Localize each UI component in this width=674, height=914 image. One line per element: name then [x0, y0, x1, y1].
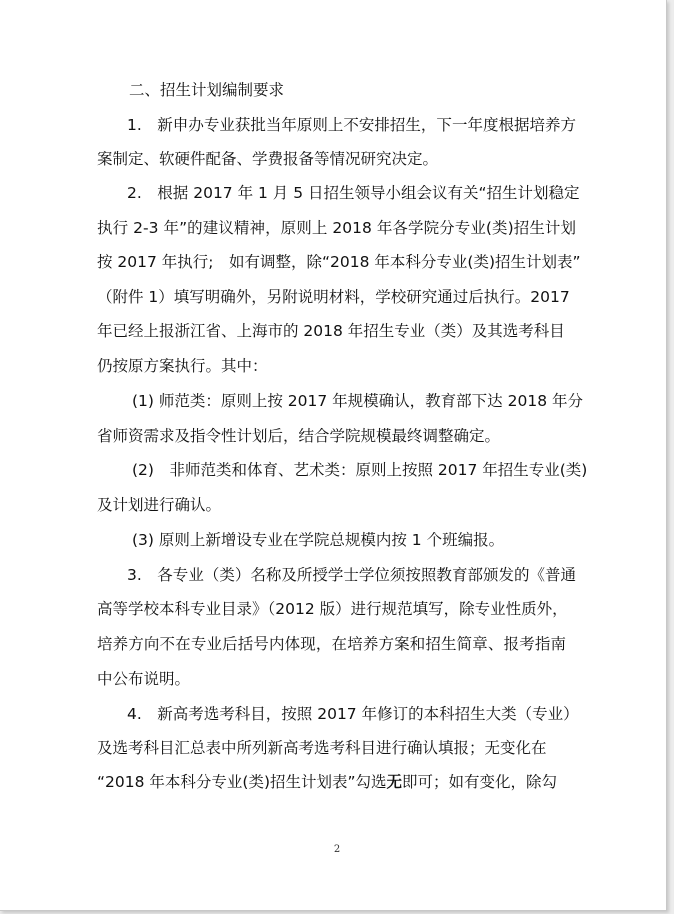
paragraph-1-line-2: 案制定、软硬件配备、学费报备等情况研究决定。 [97, 150, 439, 168]
paragraph-3-line-3: 培养方向不在专业后括号内体现，在培养方案和招生简章、报考指南 [97, 635, 566, 653]
paragraph-2-line-4: （附件 1）填写明确外，另附说明材料，学校研究通过后执行。2017 [97, 288, 570, 306]
section-heading: 二、招生计划编制要求 [129, 81, 285, 99]
item-3-line-1: (3) 原则上新增设专业在学院总规模内按 1 个班编报。 [132, 531, 505, 549]
paragraph-2-line-1: 2. 根据 2017 年 1 月 5 日招生领导小组会议有关“招生计划稳定 [127, 184, 580, 202]
paragraph-3-line-1: 3. 各专业（类）名称及所授学士学位须按照教育部颁发的《普通 [127, 566, 576, 584]
paragraph-2-line-2: 执行 2-3 年”的建议精神，原则上 2018 年各学院分专业(类)招生计划 [97, 219, 576, 237]
paragraph-2-line-6: 仍按原方案执行。其中： [97, 357, 268, 375]
last-line-text-before: “2018 年本科分专业(类)招生计划表”勾选 [97, 773, 387, 791]
page-number: 2 [333, 844, 341, 855]
item-1-line-1: (1) 师范类：原则上按 2017 年规模确认，教育部下达 2018 年分 [132, 392, 583, 410]
paragraph-4-line-3 [97, 772, 557, 792]
item-2-line-2: 及计划进行确认。 [97, 496, 222, 514]
paragraph-1-line-1: 1. 新申办专业获批当年原则上不安排招生，下一年度根据培养方 [127, 116, 576, 134]
item-2-line-1: (2) 非师范类和体育、艺术类：原则上按照 2017 年招生专业(类) [132, 461, 588, 479]
paragraph-2-line-5: 年已经上报浙江省、上海市的 2018 年招生专业（类）及其选考科目 [97, 322, 565, 340]
item-1-line-2: 省师资需求及指令性计划后，结合学院规模最终调整确定。 [97, 427, 501, 445]
paragraph-2-line-3: 按 2017 年执行; 如有调整，除“2018 年本科分专业(类)招生计划表” [97, 253, 581, 271]
paragraph-4-line-2: 及选考科目汇总表中所列新高考选考科目进行确认填报；无变化在 [97, 739, 547, 757]
last-line-bold-text: 无 [386, 773, 403, 791]
paragraph-3-line-4: 中公布说明。 [97, 670, 191, 688]
paragraph-4-line-1: 4. 新高考选考科目，按照 2017 年修订的本科招生大类（专业） [127, 705, 579, 723]
paragraph-3-line-2: 高等学校本科专业目录》（2012 版）进行规范填写，除专业性质外， [97, 600, 568, 618]
last-line-text-after: 即可；如有变化，除勾 [402, 773, 558, 791]
